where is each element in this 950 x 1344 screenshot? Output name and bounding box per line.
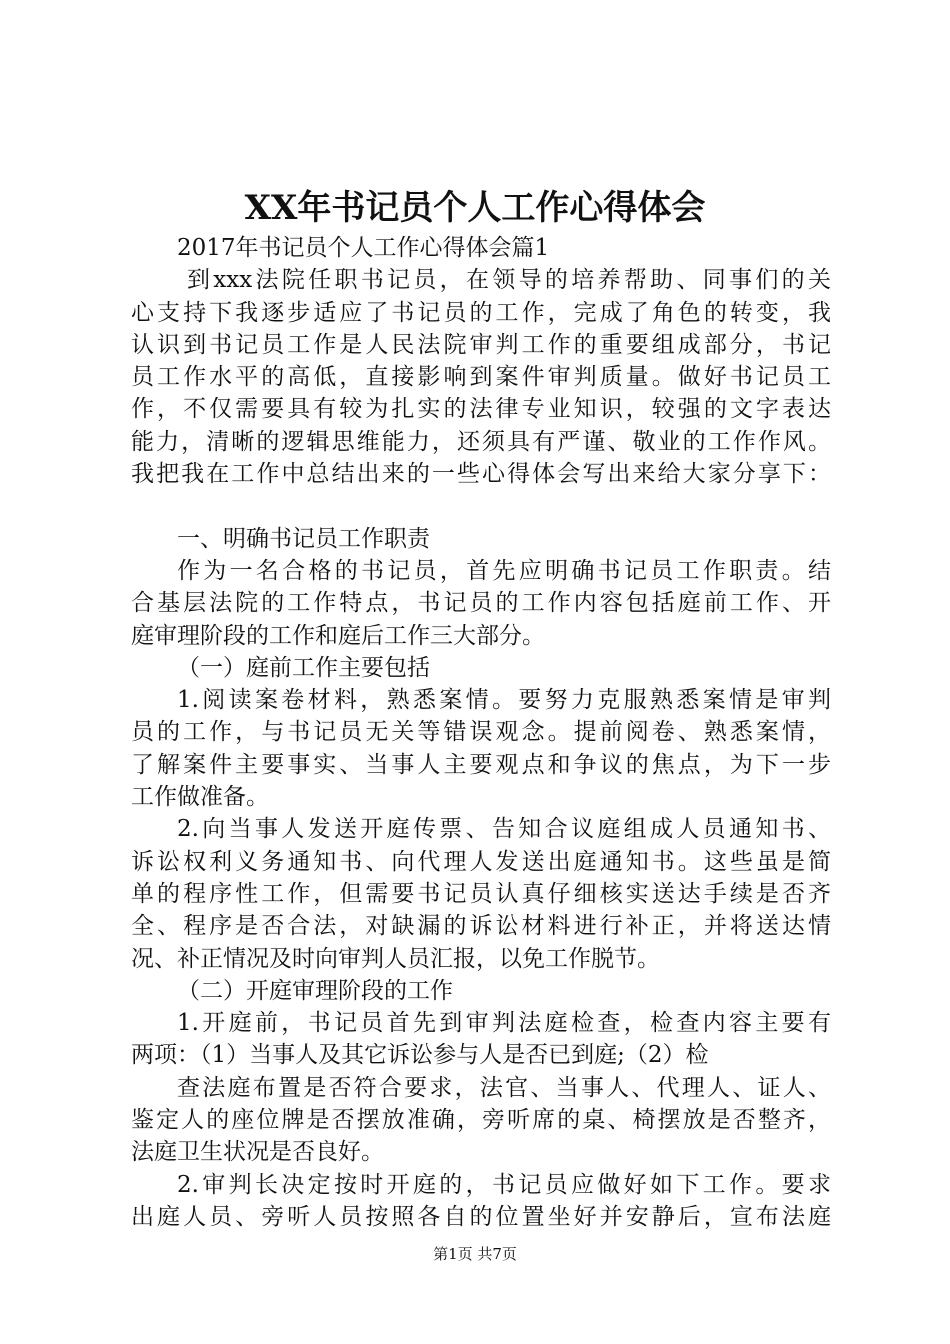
text-line: 能力，清晰的逻辑思维能力，还须具有严谨、敬业的工作作风。 — [131, 428, 831, 455]
text-line: 2017年书记员个人工作心得体会篇1 — [177, 235, 550, 261]
text-line: 作，不仅需要具有较为扎实的法律专业知识，较强的文字表达 — [131, 396, 831, 423]
text-line: 了解案件主要事实、当事人主要观点和争议的焦点，为下一步 — [131, 751, 831, 778]
text-line: 两项：（1）当事人及其它诉讼参与人是否已到庭;（2）检 — [131, 1042, 709, 1069]
document-title: XX年书记员个人工作心得体会 — [244, 188, 706, 228]
text-line: 心支持下我逐步适应了书记员的工作，完成了角色的转变，我 — [131, 299, 831, 326]
text-line: 一、明确书记员工作职责 — [177, 525, 430, 552]
text-line: 员工作水平的高低，直接影响到案件审判质量。做好书记员工 — [131, 364, 831, 391]
text-line: 诉讼权利义务通知书、向代理人发送出庭通知书。这些虽是简 — [131, 848, 831, 875]
text-line: 2.向当事人发送开庭传票、告知合议庭组成人员通知书、 — [177, 816, 831, 843]
text-line: 1.开庭前，书记员首先到审判法庭检查，检查内容主要有 — [177, 1010, 831, 1037]
text-line: 庭审理阶段的工作和庭后工作三大部分。 — [131, 622, 545, 649]
text-line: 况、补正情况及时向审判人员汇报，以免工作脱节。 — [131, 945, 660, 972]
text-line: 到xxx法院任职书记员，在领导的培养帮助、同事们的关 — [187, 267, 831, 294]
document-body — [131, 232, 831, 1233]
text-line: 认识到书记员工作是人民法院审判工作的重要组成部分，书记 — [131, 331, 831, 358]
text-line: 全、程序是否合法，对缺漏的诉讼材料进行补正，并将送达情 — [131, 913, 831, 940]
text-line: 鉴定人的座位牌是否摆放准确，旁听席的桌、椅摆放是否整齐， — [131, 1107, 831, 1134]
text-line: 法庭卫生状况是否良好。 — [131, 1139, 384, 1166]
text-line: 我把我在工作中总结出来的一些心得体会写出来给大家分享下： — [131, 461, 831, 488]
text-line: 2.审判长决定按时开庭的，书记员应做好如下工作。要求 — [177, 1171, 831, 1198]
text-line: 员的工作，与书记员无关等错误观念。提前阅卷、熟悉案情， — [131, 719, 831, 746]
text-line: 工作做准备。 — [131, 784, 269, 811]
text-line: 单的程序性工作，但需要书记员认真仔细核实送达手续是否齐 — [131, 880, 831, 907]
text-line: （二）开庭审理阶段的工作 — [177, 977, 453, 1004]
text-line: 作为一名合格的书记员，首先应明确书记员工作职责。结 — [177, 557, 831, 584]
text-line: 查法庭布置是否符合要求，法官、当事人、代理人、证人、 — [177, 1074, 831, 1101]
text-line: 1.阅读案卷材料，熟悉案情。要努力克服熟悉案情是审判 — [177, 687, 831, 714]
text-line: （一）庭前工作主要包括 — [177, 654, 430, 681]
blank-line — [131, 490, 831, 522]
text-line: 出庭人员、旁听人员按照各自的位置坐好并安静后，宣布法庭 — [131, 1203, 831, 1230]
page-footer: 第1页 共7页 — [433, 1245, 517, 1263]
text-line: 合基层法院的工作特点，书记员的工作内容包括庭前工作、开 — [131, 590, 831, 617]
